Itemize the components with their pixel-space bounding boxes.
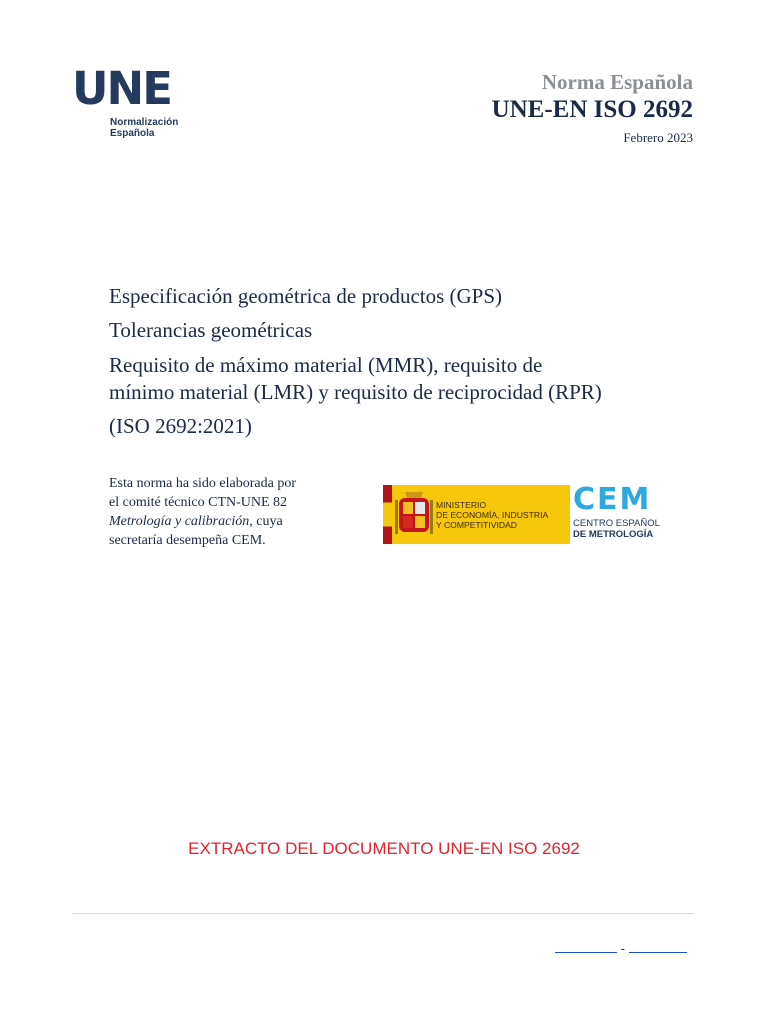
title-line-3: Requisito de máximo material (MMR), requisito de: [109, 353, 543, 377]
cem-subtitle-line2: DE METROLOGÍA: [573, 529, 654, 540]
ministry-line-1: MINISTERIO: [436, 499, 487, 510]
footer-separator: -: [620, 941, 625, 956]
committee-line-1: Esta norma ha sido elaborada por: [109, 476, 296, 491]
une-subtitle: [110, 117, 178, 139]
ministry-line-3: Y COMPETITIVIDAD: [436, 519, 518, 530]
une-wordmark: UNE: [72, 62, 171, 115]
title-line-1: Especificación geométrica de productos (GPS): [109, 284, 503, 308]
extract-notice: EXTRACTO DEL DOCUMENTO UNE-EN ISO 2692: [188, 839, 580, 858]
committee-name: Metrología y calibración: [109, 514, 250, 529]
ministry-logo: [383, 485, 570, 544]
une-subtitle-line2: Española: [110, 128, 155, 139]
une-subtitle-line1: Normalización: [110, 117, 179, 128]
title-line-4: mínimo material (LMR) y requisito de reciprocidad (RPR): [109, 380, 602, 404]
spain-flag-icon: [383, 485, 392, 544]
standard-code: UNE-EN ISO 2692: [491, 96, 693, 123]
footer-link-left[interactable]: [555, 940, 617, 953]
footer-divider: [72, 913, 694, 914]
cem-logo: [573, 484, 660, 540]
committee-info: [109, 474, 349, 550]
standard-header: [492, 70, 693, 147]
committee-line-4: secretaría desempeña CEM.: [109, 533, 266, 548]
cem-wordmark: CEM: [573, 482, 652, 517]
committee-line-2: el comité técnico CTN-UNE 82: [109, 495, 288, 510]
cem-subtitle-line1: CENTRO ESPAÑOL: [573, 518, 660, 529]
standard-date: Febrero 2023: [623, 130, 693, 145]
footer-links: [555, 940, 687, 956]
ministry-text: [436, 500, 548, 530]
title-line-2: Tolerancias geométricas: [109, 318, 313, 342]
title-line-5: (ISO 2692:2021): [109, 414, 252, 438]
footer-link-right[interactable]: [629, 940, 687, 953]
une-logo: [72, 62, 179, 139]
standard-label: Norma Española: [541, 70, 693, 94]
coat-of-arms-icon: [392, 485, 436, 544]
ministry-line-2: DE ECONOMÍA, INDUSTRIA: [436, 509, 549, 520]
committee-line-3-suffix: , cuya: [249, 514, 283, 529]
committee-line-3: [109, 512, 349, 531]
